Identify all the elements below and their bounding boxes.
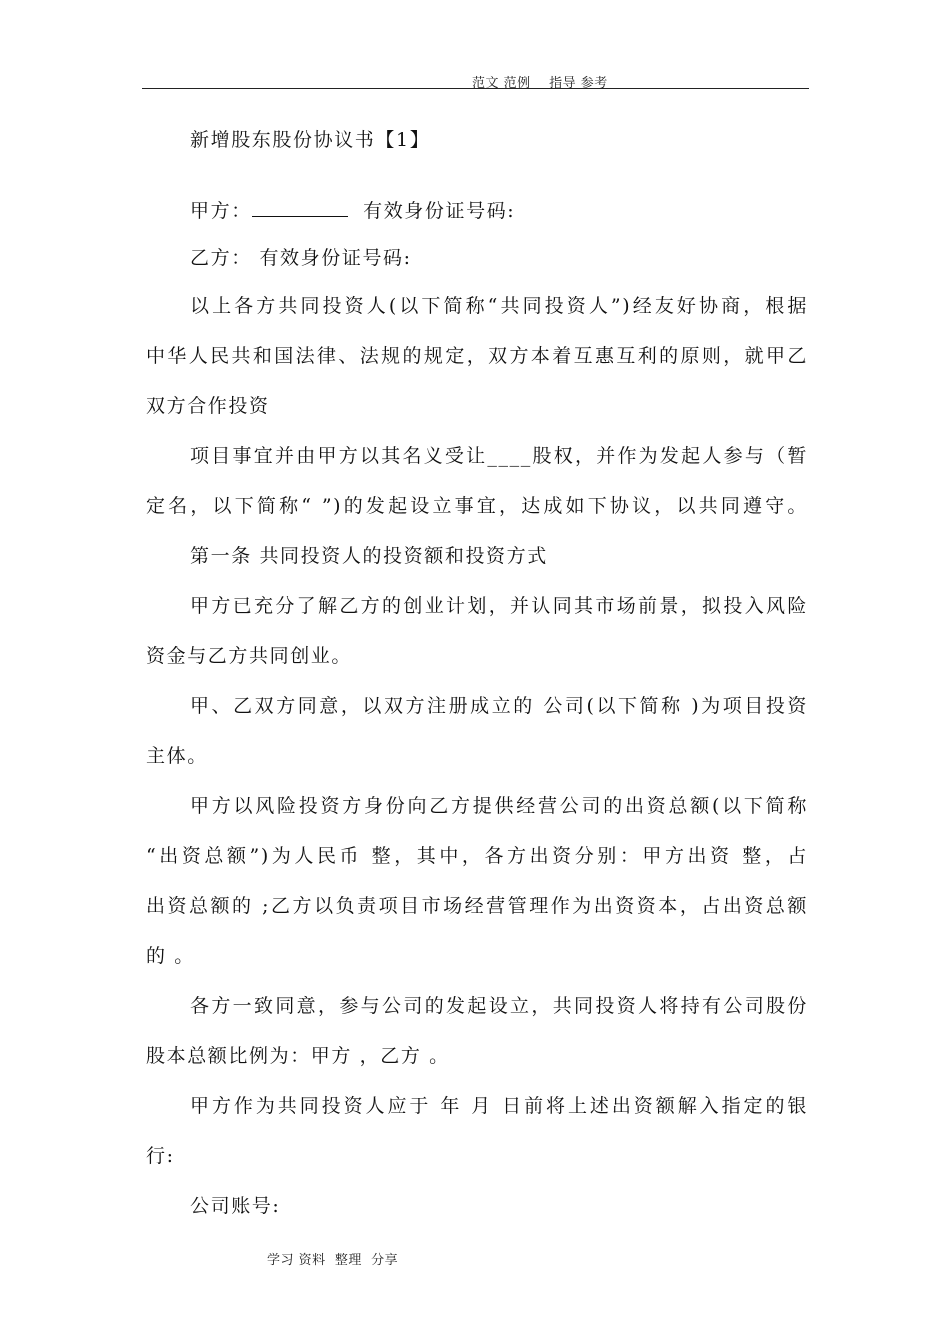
paragraph-line: 的 。 xyxy=(146,945,195,967)
party-b-line: 乙方： 有效身份证号码: xyxy=(190,247,412,269)
paragraph-line: 出资总额的 ;乙方以负责项目市场经营管理作为出资资本，占出资总额 xyxy=(146,895,808,917)
party-a-label: 甲方： xyxy=(190,200,252,222)
article-heading: 第一条 共同投资人的投资额和投资方式 xyxy=(190,545,548,567)
party-a-line xyxy=(190,198,515,223)
document-title: 新增股东股份协议书【1】 xyxy=(190,129,431,151)
paragraph-line: 行: xyxy=(146,1145,175,1167)
paragraph-line: 股本总额比例为：甲方 ，乙方 。 xyxy=(146,1045,450,1067)
paragraph-line: “出资总额”)为人民币 整，其中，各方出资分别：甲方出资 整，占 xyxy=(146,845,808,867)
paragraph-line: 定名，以下简称“ ”)的发起设立事宜，达成如下协议，以共同遵守。 xyxy=(146,495,808,517)
paragraph-line: 甲、乙双方同意，以双方注册成立的 公司(以下简称 )为项目投资 xyxy=(190,695,808,717)
paragraph-line: 甲方已充分了解乙方的创业计划，并认同其市场前景，拟投入风险 xyxy=(190,595,808,617)
paragraph-line: 各方一致同意，参与公司的发起设立，共同投资人将持有公司股份 xyxy=(190,995,808,1017)
paragraph-line: 资金与乙方共同创业。 xyxy=(146,645,353,667)
party-a-blank xyxy=(252,198,348,217)
paragraph-line: 甲方以风险投资方身份向乙方提供经营公司的出资总额(以下简称 xyxy=(190,795,808,817)
company-account-line: 公司账号: xyxy=(190,1195,281,1217)
paragraph-line: 以上各方共同投资人(以下简称“共同投资人”)经友好协商，根据 xyxy=(190,295,808,317)
page-header: 范文 范例 指导 参考 xyxy=(472,76,608,91)
paragraph-line: 双方合作投资 xyxy=(146,395,270,417)
paragraph-line: 项目事宜并由甲方以其名义受让____股权，并作为发起人参与（暂 xyxy=(190,445,808,467)
header-divider xyxy=(142,88,809,89)
party-a-id-label: 有效身份证号码: xyxy=(363,200,516,222)
paragraph-line: 甲方作为共同投资人应于 年 月 日前将上述出资额解入指定的银 xyxy=(190,1095,808,1117)
paragraph-line: 主体。 xyxy=(146,745,208,767)
page-footer: 学习 资料 整理 分享 xyxy=(267,1253,399,1268)
paragraph-line: 中华人民共和国法律、法规的规定，双方本着互惠互利的原则，就甲乙 xyxy=(146,345,808,367)
